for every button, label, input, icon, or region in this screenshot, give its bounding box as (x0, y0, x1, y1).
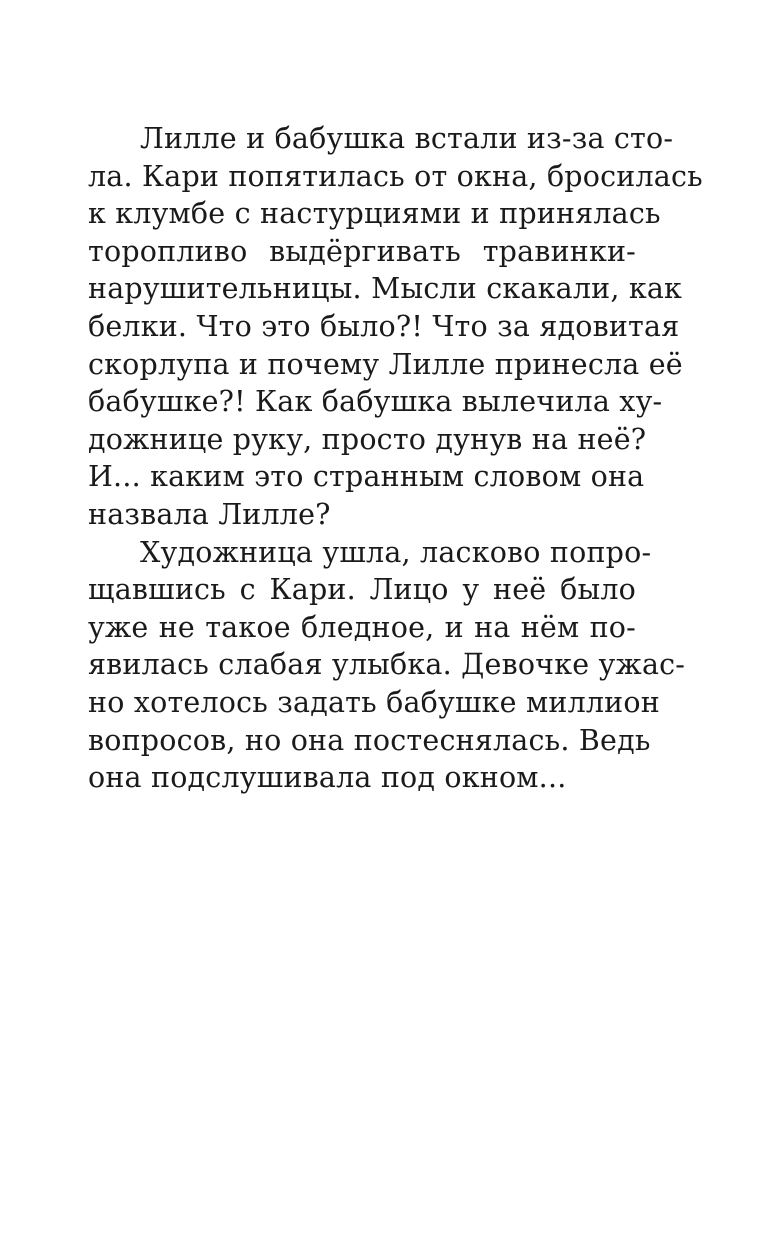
text-line: нарушительницы. Мысли скакали, как (88, 272, 683, 306)
text-line: назвала Лилле? (88, 497, 331, 531)
text-line: она подслушивала под окном... (88, 761, 567, 795)
text-line: ла. Кари попятилась от окна, бросилась (88, 159, 703, 193)
text-line: Художница ушла, ласково попро- (140, 535, 652, 569)
text-line: скорлупа и почему Лилле принесла её (88, 347, 683, 381)
text-line: торопливо выдёргивать травинки- (88, 234, 636, 268)
text-line: уже не такое бледное, и на нём по- (88, 610, 636, 644)
text-line: И... каким это странным словом она (88, 460, 645, 494)
text-line: дожнице руку, просто дунув на неё? (88, 422, 647, 456)
paragraph-1 (88, 120, 703, 534)
text-line: бабушке?! Как бабушка вылечила ху- (88, 385, 663, 419)
body-text (88, 120, 703, 797)
text-line: явилась слабая улыбка. Девочке ужас- (88, 648, 686, 682)
text-line: щавшись с Кари. Лицо у неё было (88, 573, 636, 607)
text-line: к клумбе с настурциями и принялась (88, 197, 661, 231)
text-line: вопросов, но она постеснялась. Ведь (88, 723, 651, 757)
text-line: белки. Что это было?! Что за ядовитая (88, 309, 680, 343)
text-line: Лилле и бабушка встали из-за сто- (140, 122, 674, 155)
text-line: но хотелось задать бабушке миллион (88, 685, 660, 719)
paragraph-2 (88, 534, 686, 797)
